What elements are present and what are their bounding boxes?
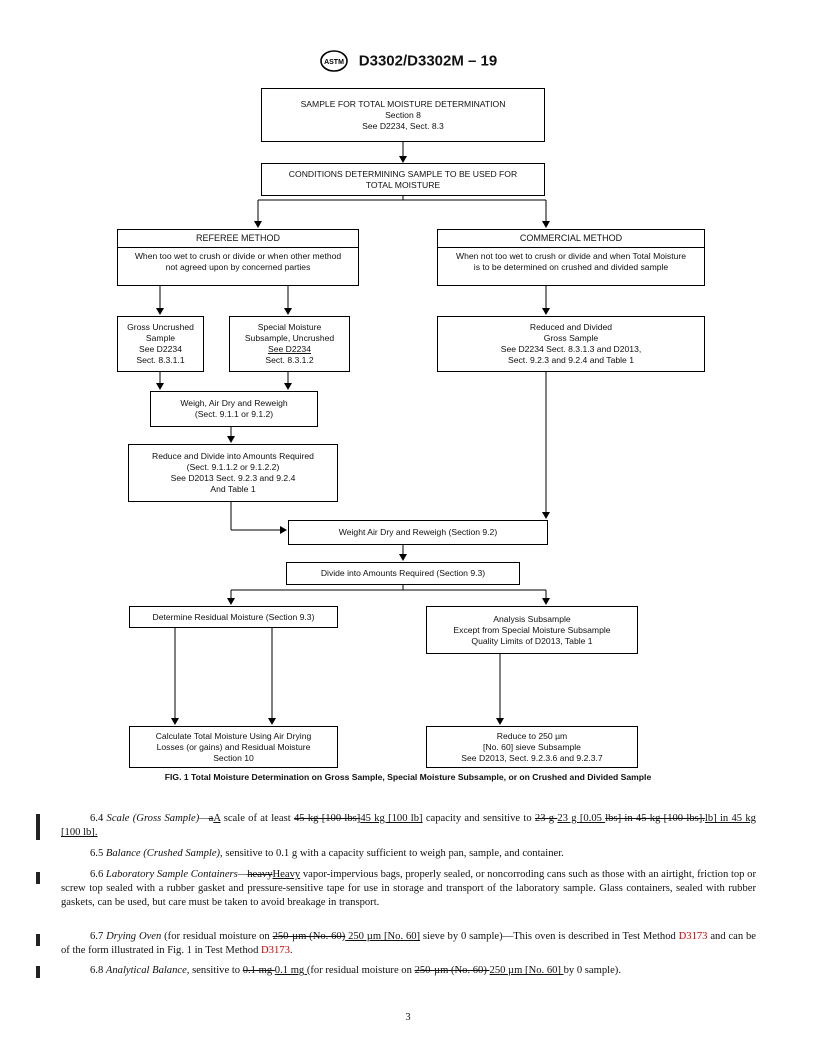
gross-uncrushed-box bbox=[117, 316, 204, 372]
body-text: (for residual moisture on bbox=[161, 931, 273, 942]
box-line: See D2234 bbox=[138, 344, 182, 354]
change-bar bbox=[36, 966, 40, 978]
paragraph-title: Balance (Crushed Sample), bbox=[105, 848, 223, 859]
paragraph-number: 6.5 bbox=[90, 848, 104, 859]
paragraph-6-4 bbox=[61, 812, 756, 840]
body-text: sieve by 0 sample)—This oven is described in Test Method bbox=[420, 931, 679, 942]
box-line: Section 8 bbox=[385, 109, 421, 120]
box-line: Sect. 8.3.1.1 bbox=[136, 355, 185, 365]
box-line: Special Moisture bbox=[257, 322, 322, 332]
deleted-text: a bbox=[208, 813, 214, 824]
box-line: When not too wet to crush or divide and when Total Moisture bbox=[455, 251, 687, 261]
deleted-text: 23 g bbox=[534, 813, 558, 824]
inserted-text: 0.1 mg bbox=[274, 965, 307, 976]
paragraph-6-7 bbox=[61, 930, 756, 958]
paragraph-title: Drying Oven bbox=[106, 931, 162, 942]
box-line: And Table 1 bbox=[210, 484, 256, 494]
page-number: 3 bbox=[405, 1012, 411, 1023]
svg-text:ASTM: ASTM bbox=[323, 59, 344, 66]
referee-method-title: REFEREE METHOD bbox=[118, 230, 358, 248]
paragraph-6-5 bbox=[61, 847, 756, 861]
box-line: Analysis Subsample bbox=[493, 613, 571, 624]
box-line: See D2234, Sect. 8.3 bbox=[362, 120, 444, 131]
body-text: vapor-impervious bags, properly sealed, or noncorroding cans such as those with an airtight, friction top or screw top sealed with a rubber gasket and pressure-sensitive tape for use in storage and transport of the laboratory sample. Glass containers, sealed with rubber gaskets, can be used, but care must be taken to avoid breakage in transport. bbox=[61, 869, 756, 908]
box-line: Gross Uncrushed bbox=[127, 322, 194, 332]
deleted-text: heavy bbox=[247, 869, 273, 880]
box-line: Gross Sample bbox=[543, 333, 599, 343]
inserted-text: Heavy bbox=[272, 869, 301, 880]
paragraph-title: Laboratory Sample Containers— bbox=[105, 869, 248, 880]
body-text: and can be of the form illustrated in Fig. 1 in Test Method bbox=[61, 931, 756, 956]
reference-link[interactable]: D3173 bbox=[678, 931, 708, 942]
box-line: See D2234 bbox=[267, 344, 311, 354]
inserted-text: [0.05 bbox=[579, 813, 606, 824]
paragraph-title: Analytical Balance, bbox=[105, 965, 190, 976]
box-line: CONDITIONS DETERMINING SAMPLE TO BE USED FOR bbox=[288, 168, 518, 179]
box-line: Subsample, Uncrushed bbox=[244, 333, 335, 343]
paragraph-number: 6.7 bbox=[90, 931, 104, 942]
inserted-text: A bbox=[213, 813, 221, 824]
box-line: Sect. 9.2.3 and 9.2.4 and Table 1 bbox=[508, 355, 634, 365]
body-text: scale of at least bbox=[220, 813, 294, 824]
deleted-text: 45 kg [100 lbs] bbox=[293, 813, 361, 824]
box-line: (Sect. 9.1.1 or 9.1.2) bbox=[194, 409, 274, 419]
reduce-divide-box bbox=[128, 444, 338, 502]
weight-air-dry-box bbox=[288, 520, 548, 545]
commercial-method-box bbox=[437, 229, 705, 286]
change-bar bbox=[36, 814, 40, 840]
deleted-text: 0.1 mg bbox=[242, 965, 275, 976]
box-line: Sect. 8.3.1.2 bbox=[265, 355, 314, 365]
document-id: D3302/D3302M – 19 bbox=[358, 52, 498, 70]
box-line: Weight Air Dry and Reweigh (Section 9.2) bbox=[338, 527, 498, 537]
commercial-method-title: COMMERCIAL METHOD bbox=[438, 230, 704, 248]
body-text: . bbox=[289, 945, 293, 956]
referee-method-box bbox=[117, 229, 359, 286]
body-text: sensitive to 0.1 g with a capacity sufficient to weigh pan, sample, and container. bbox=[222, 848, 564, 859]
inserted-text: 250 µm [No. 60] bbox=[489, 965, 564, 976]
box-line: Except from Special Moisture Subsample bbox=[453, 624, 611, 635]
box-line: TOTAL MOISTURE bbox=[365, 179, 441, 190]
box-line: See D2013, Sect. 9.2.3.6 and 9.2.3.7 bbox=[461, 752, 603, 763]
box-line: [No. 60] sieve Subsample bbox=[483, 741, 581, 752]
body-text: (for residual moisture on bbox=[306, 965, 415, 976]
box-line: (Sect. 9.1.1.2 or 9.1.2.2) bbox=[186, 462, 280, 472]
figure-caption: FIG. 1 Total Moisture Determination on Gross Sample, Special Moisture Subsample, or on Crushed and Divided Sample bbox=[164, 772, 652, 782]
change-bar bbox=[36, 934, 40, 946]
box-line: Weigh, Air Dry and Reweigh bbox=[180, 398, 288, 408]
box-line: See D2234 Sect. 8.3.1.3 and D2013, bbox=[500, 344, 642, 354]
box-line: not agreed upon by concerned parties bbox=[165, 262, 311, 272]
box-line: Determine Residual Moisture (Section 9.3) bbox=[152, 611, 315, 622]
box-line: Reduced and Divided bbox=[529, 322, 613, 332]
body-text: capacity and sensitive to bbox=[422, 813, 535, 824]
box-line: Section 10 bbox=[213, 752, 254, 763]
weigh-air-dry-box bbox=[150, 391, 318, 427]
reduced-divided-box bbox=[437, 316, 705, 372]
body-text: by 0 sample). bbox=[563, 965, 621, 976]
box-line: Reduce and Divide into Amounts Required bbox=[152, 451, 314, 461]
residual-moisture-box bbox=[129, 606, 338, 628]
paragraph-6-8 bbox=[61, 964, 756, 978]
box-line: SAMPLE FOR TOTAL MOISTURE DETERMINATION bbox=[300, 98, 506, 109]
conditions-box bbox=[261, 163, 545, 196]
deleted-text: 250-µm (No. 60) bbox=[414, 965, 490, 976]
paragraph-number: 6.8 bbox=[90, 965, 104, 976]
paragraph-title: Scale (Gross Sample)— bbox=[106, 813, 209, 824]
box-line: Calculate Total Moisture Using Air Drying bbox=[155, 730, 312, 741]
deleted-text: lbs] in 45 kg [100 lbs]. bbox=[605, 813, 705, 824]
special-moisture-box bbox=[229, 316, 350, 372]
box-line: Sample bbox=[145, 333, 176, 343]
box-line: Losses (or gains) and Residual Moisture bbox=[156, 741, 311, 752]
inserted-text: 23 g bbox=[557, 813, 580, 824]
box-line: See D2013 Sect. 9.2.3 and 9.2.4 bbox=[170, 473, 296, 483]
inserted-text: lb] in 45 kg [100 lb]. bbox=[61, 813, 756, 838]
reference-link[interactable]: D3173 bbox=[261, 945, 290, 956]
analysis-subsample-box bbox=[426, 606, 638, 654]
inserted-text: 250 µm [No. 60] bbox=[345, 931, 421, 942]
body-text: sensitive to bbox=[189, 965, 243, 976]
box-line: Quality Limits of D2013, Table 1 bbox=[471, 635, 593, 646]
box-line: is to be determined on crushed and divided sample bbox=[473, 262, 669, 272]
inserted-text: 45 kg [100 lb] bbox=[360, 813, 423, 824]
box-line: Reduce to 250 µm bbox=[496, 730, 568, 741]
calculate-moisture-box bbox=[129, 726, 338, 768]
sample-total-moisture-box bbox=[261, 88, 545, 142]
reduce-250-box bbox=[426, 726, 638, 768]
change-bar bbox=[36, 872, 40, 884]
deleted-text: 250-µm (No. 60) bbox=[272, 931, 346, 942]
divide-amounts-box bbox=[286, 562, 520, 585]
box-line: Divide into Amounts Required (Section 9.3) bbox=[320, 568, 486, 578]
paragraph-6-6 bbox=[61, 868, 756, 910]
box-line: When too wet to crush or divide or when other method bbox=[134, 251, 342, 261]
paragraph-number: 6.6 bbox=[90, 869, 104, 880]
paragraph-number: 6.4 bbox=[90, 813, 104, 824]
